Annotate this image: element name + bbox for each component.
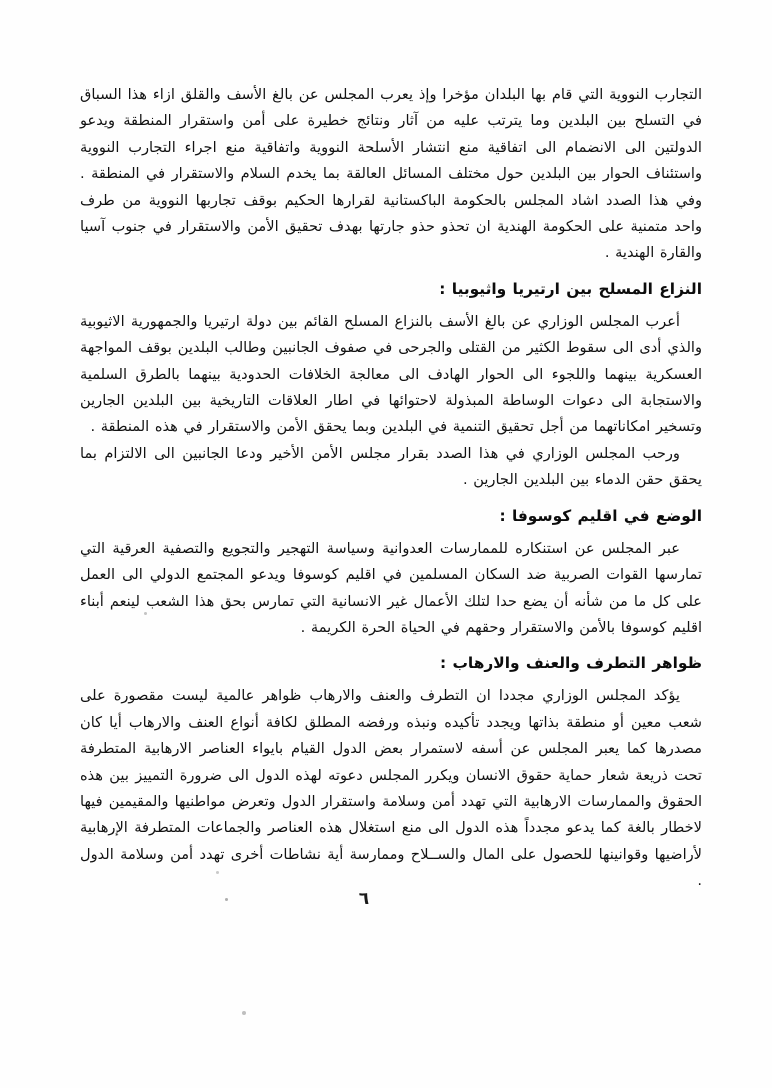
paragraph-nuclear-tests: التجارب النووية التي قام بها البلدان مؤخرا وإذ يعرب المجلس عن بالغ الأسف والقلق ازاء هذا السباق في التسلح بين البلدين وما يترتب عليه من آثار ونتائج خطيرة على أمن واستقرار المنطقة ويدعو الدولتين الى الانضمام الى اتفاقية منع انتشار الأسلحة النووية واتفاقية منع اجراء التجارب النووية واستئناف الحوار بين البلدين حول مختلف المسائل العالقة بما يخدم السلام والاستقرار في المنطقة . وفي هذا الصدد اشاد المجلس بالحكومة الباكستانية لقرارها الحكيم بوقف تجاربها النووية من طرف واحد متمنية على الحكومة الهندية ان تحذو حذو جارتها بهدف تحقيق الأمن والاستقرار في جنوب آسيا والقارة الهندية . [80,86,702,262]
paragraph-eritrea-ethiopia-1: أعرب المجلس الوزاري عن بالغ الأسف بالنزاع المسلح القائم بين دولة ارتيريا والجمهورية الاثيوبية والذي أدى الى سقوط الكثير من القتلى والجرحى في صفوف الجانبين وطالب البلدين بوقف المواجهة العسكرية بينهما واللجوء الى الحوار الهادف الى معالجة الخلافات الحدودية بينهما بالطرق السلمية والاستجابة الى دعوات الوساطة المبذولة لاحتوائها في اطار العلاقات التاريخية بين البلدين الجارين وتسخير امكاناتهما من أجل تحقيق التنمية في البلدين وبما يحقق الأمن والاستقرار في هذه المنطقة . [80,312,702,436]
section-heading-eritrea-ethiopia-conflict: النزاع المسلح بين ارتيريا واثيوبيا : [439,279,702,298]
paragraph-eritrea-ethiopia-2: ورحب المجلس الوزاري في هذا الصدد بقرار مجلس الأمن الأخير ودعا الجانبين الى الالتزام بما يحقق حقن الدماء بين البلدين الجارين . [80,444,702,489]
section-heading-kosovo-situation: الوضع في اقليم كوسوفا : [499,506,702,525]
scan-artifact-dot [225,898,228,901]
scan-artifact-dot [242,1011,246,1015]
document-text-block [80,82,702,895]
section-heading-extremism-violence-terrorism: ظواهر التطرف والعنف والارهاب : [439,654,702,673]
paragraph-terrorism-1: يؤكد المجلس الوزاري مجددا ان التطرف والعنف والارهاب ظواهر عالمية ليست مقصورة على شعب معين أو منطقة بذاتها ويجدد تأكيده ونبذه ورفضه المطلق لكافة أنواع العنف والارهاب أيا كان مصدرها كما يعبر المجلس عن أسفه لاستمرار بعض الدول القيام بايواء العناصر الارهابية المتطرفة تحت ذريعة شعار حماية حقوق الانسان ويكرر المجلس دعوته لهذه الدول الى ضرورة التمييز بين هذه الحقوق والممارسات الارهابية التي تهدد أمن وسلامة واستقرار الدول وتعرض مواطنيها والمقيمين فيها لاخطار بالغة كما يدعو مجدداً هذه الدول الى منع استغلال هذه العناصر والجماعات المتطرفة الإرهابية لأراضيها وقوانينها للحصول على المال والســلاح وممارسة أية نشاطات أخرى تهدد أمن وسلامة الدول . [80,687,702,890]
page-number: ٦ [358,889,370,909]
scan-artifact-dot [216,871,219,874]
scan-artifact-dot [144,612,147,615]
paragraph-kosovo-1: عبر المجلس عن استنكاره للممارسات العدوانية وسياسة التهجير والتجويع والتصفية العرقية التي تمارسها القوات الصربية ضد السكان المسلمين في اقليم كوسوفا ويدعو المجتمع الدولي الى العمل على كل ما من شأنه أن يضع حدا لتلك الأعمال غير الانسانية التي تمارس بحق هذا الشعب لينعم أبناء اقليم كوسوفا بالأمن والاستقرار وحقهم في الحياة الحرة الكريمة . [80,539,702,636]
